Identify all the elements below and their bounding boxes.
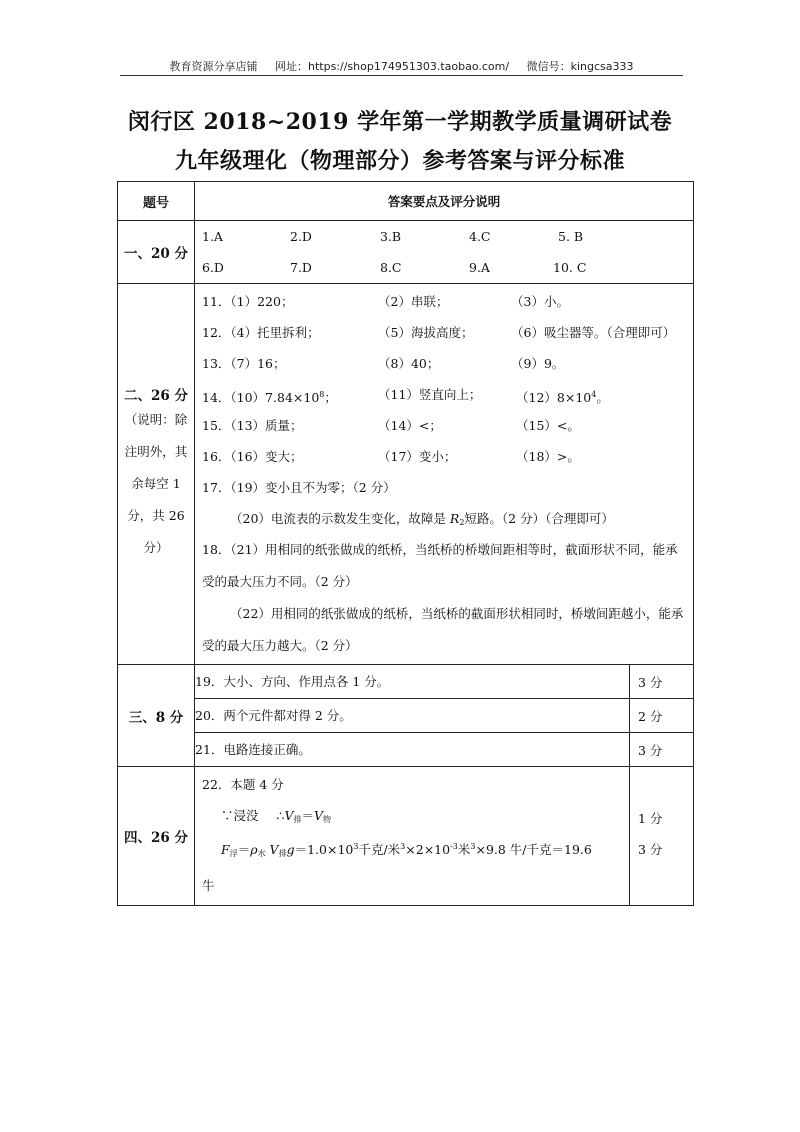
q16-part1: 16．（16）变大；	[202, 449, 303, 464]
question-21: 21．电路连接正确。	[195, 733, 630, 767]
answer-5: 5. B	[558, 229, 584, 244]
answer-3: 3.B	[380, 229, 402, 244]
formula-part1: ＝1.0×10	[294, 842, 354, 857]
answer-6: 6.D	[202, 260, 224, 275]
q14-part2: （11）竖直向上；	[378, 387, 482, 402]
q11-part2: （2）串联；	[378, 294, 449, 309]
answer-4: 4.C	[469, 229, 491, 244]
q15-part3: （15）<。	[516, 418, 580, 433]
answer-1: 1.A	[202, 229, 223, 244]
document-subtitle: 九年级理化（物理部分）参考答案与评分标准	[174, 148, 625, 174]
q17b-symbol: R	[449, 511, 460, 526]
because-text: ∵浸没	[221, 808, 259, 823]
question-16	[195, 441, 693, 472]
section-3-name: 三、8 分	[128, 709, 184, 726]
question-22: 22．本题 4 分	[202, 777, 284, 792]
rho-symbol: ρ	[250, 842, 258, 857]
score-22-b: 3 分	[638, 842, 663, 857]
answer-7: 7.D	[290, 260, 312, 275]
question-13	[195, 348, 693, 379]
q16-part3: （18）>。	[516, 449, 580, 464]
question-15	[195, 410, 693, 441]
section-1-label	[118, 221, 195, 284]
q22-line3: 牛	[202, 878, 215, 893]
answer-row-2	[195, 252, 693, 283]
section-2-note: （说明：除注明外，其余每空 1 分，共 26 分）	[124, 412, 188, 555]
section-3-label	[118, 665, 195, 767]
q22-line2	[195, 831, 629, 870]
document-title: 闵行区 2018~2019 学年第一学期教学质量调研试卷	[127, 109, 673, 135]
score-20: 2 分	[630, 699, 694, 733]
column-header-number: 题号	[118, 182, 195, 221]
v-sub-wu: 物	[323, 815, 332, 824]
section-1-name: 一、20 分	[124, 246, 188, 262]
q14-part1	[202, 379, 337, 413]
f-sub: 浮	[229, 849, 238, 858]
g-symbol: g	[286, 842, 295, 857]
page-header	[120, 58, 683, 74]
q11-part3: （3）小。	[511, 294, 569, 309]
section-4-answers	[195, 767, 630, 906]
section-4-name: 四、26 分	[124, 830, 188, 846]
question-19: 19．大小、方向、作用点各 1 分。	[195, 665, 630, 699]
question-18-part2: （22）用相同的纸张做成的纸桥，当纸桥的截面形状相同时，桥墩间距越小，能承受的最大压力越大。（2 分）	[202, 606, 684, 653]
shop-url: https://shop174951303.taobao.com/	[308, 60, 510, 73]
q14-part3	[516, 379, 609, 413]
q11-part1: 11．（1）220；	[202, 294, 294, 309]
question-17: 17．（19）变小且不为零；（2 分）	[202, 480, 396, 495]
wechat-id: 微信号：kingcsa333	[526, 60, 634, 73]
q12-part2: （5）海拔高度；	[378, 325, 474, 340]
q15-part2: （14）<；	[378, 418, 442, 433]
url-text	[275, 60, 509, 73]
section-3-row-20	[118, 699, 694, 733]
q13-part1: 13．（7）16；	[202, 356, 286, 371]
formula-part3: ×2×10	[405, 842, 451, 857]
q14-part1-exponent: 8	[319, 390, 325, 399]
q14-part3-end: 。	[596, 390, 609, 405]
equals-sign: ＝	[301, 808, 314, 823]
v-symbol-2: V	[269, 842, 279, 857]
url-label: 网址：	[275, 60, 308, 73]
q17b-end: 短路。（2 分）（合理即可）	[464, 511, 614, 526]
section-2-answers	[195, 284, 694, 665]
formula-part5: ×9.8 牛/千克＝19.6	[475, 842, 592, 857]
header-rule	[120, 75, 683, 76]
section-3-row-21	[118, 733, 694, 767]
question-11	[195, 286, 693, 317]
question-18-part1: 18．（21）用相同的纸张做成的纸桥，当纸桥的桥墩间距相等时，截面形状不同，能承受的最大压力不同。（2 分）	[202, 542, 678, 589]
exp2: 3	[400, 842, 406, 851]
answer-8: 8.C	[380, 260, 402, 275]
v-sub-2: 排	[278, 849, 287, 858]
shop-name: 教育资源分享店铺	[169, 60, 258, 73]
section-2-label	[118, 284, 195, 665]
exp4: 3	[470, 842, 476, 851]
question-17-part2	[195, 503, 693, 534]
section-4-label	[118, 767, 195, 906]
question-12	[195, 317, 693, 348]
answer-2: 2.D	[290, 229, 312, 244]
rho-sub: 水	[257, 849, 266, 858]
q14-part1-end: ；	[324, 390, 337, 405]
answer-10: 10. C	[553, 260, 587, 275]
answer-table	[117, 181, 694, 906]
q14-part1-text: 14．（10）7.84×10	[202, 390, 320, 405]
q12-part3: （6）吸尘器等。（合理即可）	[511, 325, 676, 340]
q15-part1: 15．（13）质量；	[202, 418, 303, 433]
exp1: 3	[353, 842, 359, 851]
q16-part2: （17）变小；	[378, 449, 457, 464]
answer-row-1	[195, 221, 693, 252]
section-4-scores	[630, 767, 694, 906]
v-symbol: V	[284, 808, 294, 823]
exp3: -3	[450, 842, 458, 851]
section-3-row-19	[118, 665, 694, 699]
answer-9: 9.A	[469, 260, 490, 275]
section-1-answers	[195, 221, 694, 284]
q14-part3-text: （12）8×10	[516, 390, 592, 405]
q17b-subscript: 2	[459, 518, 465, 527]
section-4-row	[118, 767, 694, 906]
section-2-name: 二、26 分	[124, 388, 188, 404]
v-sub-pai: 排	[293, 815, 302, 824]
section-1-row	[118, 221, 694, 284]
therefore-sign: ∴	[276, 808, 285, 823]
section-2-row	[118, 284, 694, 665]
v2-symbol: V	[314, 808, 324, 823]
q14-part3-exponent: 4	[591, 390, 597, 399]
formula-part4: 米	[457, 842, 471, 857]
eq1: ＝	[237, 842, 251, 857]
q17b-text: （20）电流表的示数发生变化，故障是	[230, 511, 450, 526]
q13-part2: （8）40；	[378, 356, 440, 371]
q13-part3: （9）9。	[511, 356, 565, 371]
question-20: 20．两个元件都对得 2 分。	[195, 699, 630, 733]
question-14	[195, 379, 693, 410]
q22-line1	[195, 800, 629, 831]
table-header-row	[118, 182, 694, 221]
score-19: 3 分	[630, 665, 694, 699]
formula-part2: 千克/米	[358, 842, 401, 857]
score-21: 3 分	[630, 733, 694, 767]
q12-part1: 12．（4）托里拆利；	[202, 325, 320, 340]
score-22-a: 1 分	[638, 811, 663, 826]
column-header-answer: 答案要点及评分说明	[195, 182, 694, 221]
f-symbol: F	[221, 842, 230, 857]
